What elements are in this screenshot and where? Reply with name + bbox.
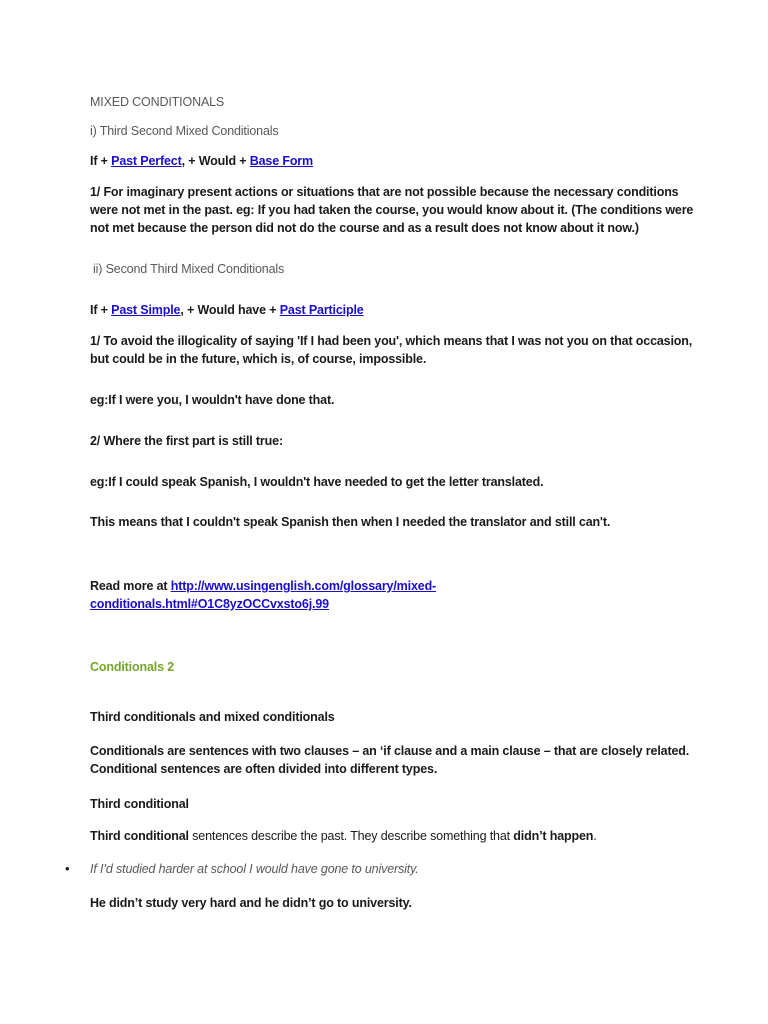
section2-explanation: This means that I couldn't speak Spanish then when I needed the translator and still can't. bbox=[90, 515, 611, 529]
bullet-icon: • bbox=[65, 861, 70, 876]
third-desc-emphasis: didn’t happen bbox=[513, 829, 594, 843]
formula-mid: , + Would have + bbox=[180, 303, 280, 317]
section3-intro: Conditionals are sentences with two clauses – an ‘if clause and a main clause – that are closely related. Conditional sentences are often divided into different types. bbox=[90, 744, 690, 776]
third-desc-period: . bbox=[593, 829, 597, 843]
document-heading: MIXED CONDITIONALS bbox=[90, 95, 225, 109]
base-form-link[interactable]: Base Form bbox=[249, 154, 313, 168]
formula-if: If + bbox=[90, 303, 112, 317]
third-conditional-heading: Third conditional bbox=[90, 797, 189, 811]
past-simple-link[interactable]: Past Simple bbox=[111, 303, 181, 317]
section3-subtitle: Third conditionals and mixed conditionals bbox=[90, 710, 335, 724]
example-sentence: If I’d studied harder at school I would have gone to university. bbox=[90, 862, 419, 876]
section2-example2: eg:If I could speak Spanish, I wouldn't have needed to get the letter translated. bbox=[90, 475, 544, 489]
example-explanation: He didn’t study very hard and he didn’t go to university. bbox=[90, 896, 412, 910]
third-desc-term: Third conditional bbox=[90, 829, 189, 843]
formula-mid: , + Would + bbox=[181, 154, 250, 168]
past-perfect-link[interactable]: Past Perfect bbox=[111, 154, 182, 168]
section1-rule1: 1/ For imaginary present actions or situations that are not possible because the necessary conditions were not met in the past. eg: If you had taken the course, you would know about it. (The conditions were not met because the person did not do the course and as a result does not know about it now.) bbox=[90, 185, 694, 235]
section1-title: i) Third Second Mixed Conditionals bbox=[90, 124, 279, 138]
section2-rule1: 1/ To avoid the illogicality of saying 'If I had been you', which means that I was not you on that occasion, but could be in the future, which is, of course, impossible. bbox=[90, 334, 693, 366]
section2-example1: eg:If I were you, I wouldn't have done that. bbox=[90, 393, 335, 407]
read-more bbox=[90, 577, 700, 613]
section2-rule2: 2/ Where the first part is still true: bbox=[90, 434, 283, 448]
section2-formula bbox=[90, 301, 700, 319]
section1-formula bbox=[90, 152, 700, 170]
third-conditional-description bbox=[90, 827, 700, 845]
read-more-label: Read more at bbox=[90, 579, 171, 593]
formula-if: If + bbox=[90, 154, 112, 168]
read-more-url-line2: conditionals.html#O1C8yzOCCvxsto6j.99 bbox=[90, 597, 329, 611]
section3-title: Conditionals 2 bbox=[90, 660, 175, 674]
third-desc-text: sentences describe the past. They describe something that bbox=[188, 829, 514, 843]
section2-title: ii) Second Third Mixed Conditionals bbox=[93, 262, 285, 276]
read-more-url-line1: http://www.usingenglish.com/glossary/mixed- bbox=[170, 579, 437, 593]
past-participle-link[interactable]: Past Participle bbox=[279, 303, 364, 317]
